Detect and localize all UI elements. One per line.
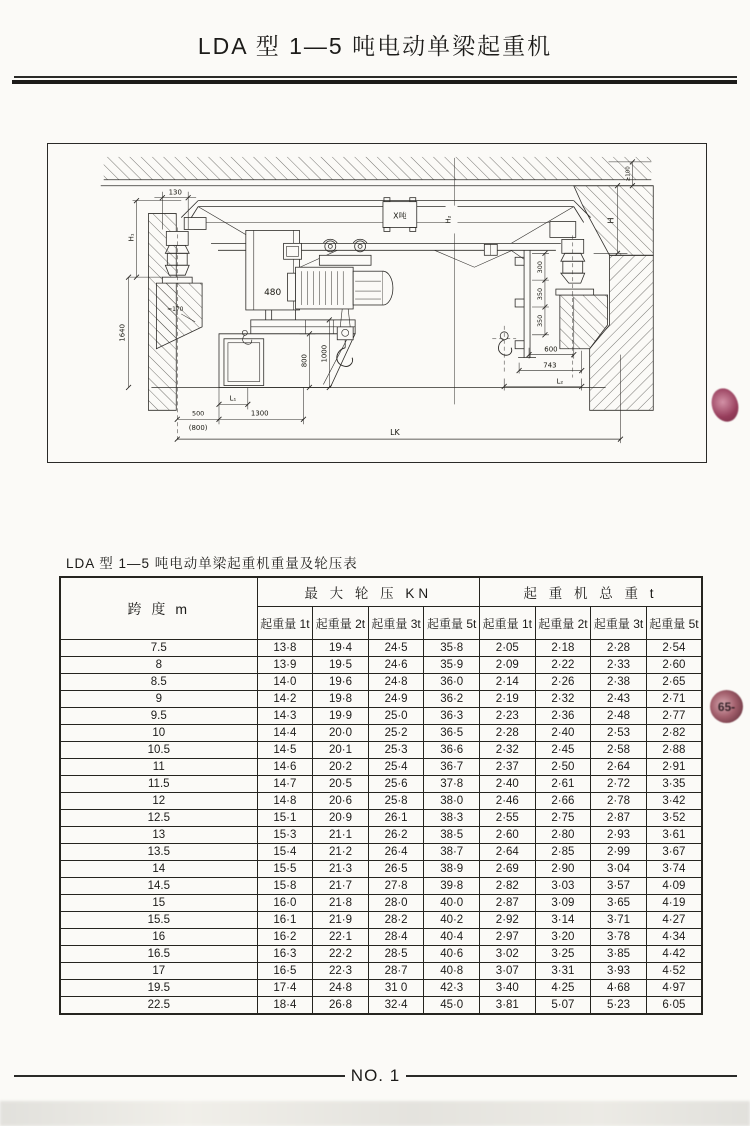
- value-cell: 38·0: [424, 793, 480, 810]
- table-row: [60, 640, 702, 657]
- value-cell: 2·93: [591, 827, 647, 844]
- value-cell: 26·2: [368, 827, 424, 844]
- right-runway-rail: [556, 289, 594, 295]
- col-subheader: 起重量 3t: [591, 607, 647, 640]
- value-cell: 21·7: [313, 878, 369, 895]
- value-cell: 3·03: [535, 878, 591, 895]
- span-cell: 8.5: [60, 674, 257, 691]
- value-cell: 3·57: [591, 878, 647, 895]
- value-cell: 4·68: [591, 980, 647, 997]
- value-cell: 39·8: [424, 878, 480, 895]
- dim-1640-label: 1640: [118, 323, 127, 342]
- value-cell: 3·85: [591, 946, 647, 963]
- value-cell: 2·75: [535, 810, 591, 827]
- value-cell: 45·0: [424, 997, 480, 1015]
- value-cell: 5·23: [591, 997, 647, 1015]
- value-cell: 31 0: [368, 980, 424, 997]
- value-cell: 40·4: [424, 929, 480, 946]
- value-cell: 2·54: [646, 640, 702, 657]
- value-cell: 28·2: [368, 912, 424, 929]
- value-cell: 40·6: [424, 946, 480, 963]
- value-cell: 2·61: [535, 776, 591, 793]
- value-cell: 21·1: [313, 827, 369, 844]
- table-row: [60, 657, 702, 674]
- value-cell: 35·8: [424, 640, 480, 657]
- value-cell: 2·46: [480, 793, 536, 810]
- value-cell: 2·05: [480, 640, 536, 657]
- value-cell: 2·55: [480, 810, 536, 827]
- value-cell: 26·4: [368, 844, 424, 861]
- value-cell: 2·60: [646, 657, 702, 674]
- span-cell: 22.5: [60, 997, 257, 1015]
- value-cell: 3·14: [535, 912, 591, 929]
- dim-350b-label: 350: [535, 314, 544, 328]
- value-cell: 4·42: [646, 946, 702, 963]
- value-cell: 2·58: [591, 742, 647, 759]
- value-cell: 32·4: [368, 997, 424, 1015]
- dim-1300-label: 1300: [250, 409, 269, 418]
- table-row: [60, 997, 702, 1015]
- value-cell: 3·71: [591, 912, 647, 929]
- table-container: [59, 576, 703, 1015]
- value-cell: 14·3: [257, 708, 313, 725]
- table-row: [60, 759, 702, 776]
- title-rule-thick: [12, 80, 737, 84]
- value-cell: 28·7: [368, 963, 424, 980]
- value-cell: 2·22: [535, 657, 591, 674]
- value-cell: 16·3: [257, 946, 313, 963]
- value-cell: 28·0: [368, 895, 424, 912]
- span-cell: 8: [60, 657, 257, 674]
- capacity-plate-label: X吨: [393, 211, 407, 221]
- value-cell: 3·20: [535, 929, 591, 946]
- value-cell: 14·4: [257, 725, 313, 742]
- page-footer: [14, 1066, 737, 1086]
- table-row: [60, 912, 702, 929]
- value-cell: 42·3: [424, 980, 480, 997]
- value-cell: 28·4: [368, 929, 424, 946]
- dim-743-label: 743: [543, 361, 557, 370]
- value-cell: 2·38: [591, 674, 647, 691]
- value-cell: 38·5: [424, 827, 480, 844]
- weight-wheel-pressure-table: [59, 576, 703, 1015]
- value-cell: 2·66: [535, 793, 591, 810]
- value-cell: 3·02: [480, 946, 536, 963]
- value-cell: 2·85: [535, 844, 591, 861]
- value-cell: 35·9: [424, 657, 480, 674]
- table-body: [60, 640, 702, 1015]
- value-cell: 2·71: [646, 691, 702, 708]
- value-cell: 25·0: [368, 708, 424, 725]
- value-cell: 21·9: [313, 912, 369, 929]
- value-cell: 16·1: [257, 912, 313, 929]
- span-cell: 9: [60, 691, 257, 708]
- value-cell: 22·2: [313, 946, 369, 963]
- col-subheader: 起重量 1t: [480, 607, 536, 640]
- value-cell: 2·36: [535, 708, 591, 725]
- table-row: [60, 861, 702, 878]
- value-cell: 2·40: [535, 725, 591, 742]
- value-cell: 20·2: [313, 759, 369, 776]
- span-cell: 12: [60, 793, 257, 810]
- table-row: [60, 963, 702, 980]
- value-cell: 19·9: [313, 708, 369, 725]
- value-cell: 15·4: [257, 844, 313, 861]
- value-cell: 38·9: [424, 861, 480, 878]
- value-cell: 2·91: [646, 759, 702, 776]
- dim-1000v-label: 1000: [320, 344, 329, 363]
- value-cell: 4·34: [646, 929, 702, 946]
- value-cell: 36·7: [424, 759, 480, 776]
- value-cell: 25·6: [368, 776, 424, 793]
- title-rule-thin: [14, 76, 737, 78]
- dim-800p-label: (800): [188, 424, 208, 433]
- value-cell: 16·0: [257, 895, 313, 912]
- col-subheader: 起重量 5t: [424, 607, 480, 640]
- busbar-column: [484, 244, 536, 357]
- value-cell: 17·4: [257, 980, 313, 997]
- value-cell: 3·42: [646, 793, 702, 810]
- value-cell: 2·48: [591, 708, 647, 725]
- value-cell: 3·81: [480, 997, 536, 1015]
- value-cell: 26·8: [313, 997, 369, 1015]
- value-cell: 4·97: [646, 980, 702, 997]
- value-cell: 3·07: [480, 963, 536, 980]
- value-cell: 26·5: [368, 861, 424, 878]
- col-subheader: 起重量 5t: [646, 607, 702, 640]
- col-group-max-wheel-pressure: 最 大 轮 压 KN: [257, 577, 479, 607]
- span-cell: 13: [60, 827, 257, 844]
- crane-elevation-drawing: [48, 144, 706, 462]
- scan-edge-shadow: [0, 1101, 750, 1126]
- dim-600-label: 600: [544, 345, 558, 354]
- value-cell: 36·0: [424, 674, 480, 691]
- col-subheader: 起重量 2t: [535, 607, 591, 640]
- value-cell: 3·74: [646, 861, 702, 878]
- value-cell: 36·5: [424, 725, 480, 742]
- side-page-marker: 65-: [717, 699, 736, 714]
- page-number: NO. 1: [350, 1066, 401, 1085]
- table-row: [60, 827, 702, 844]
- value-cell: 2·82: [480, 878, 536, 895]
- table-row: [60, 674, 702, 691]
- value-cell: 36·3: [424, 708, 480, 725]
- value-cell: 6·05: [646, 997, 702, 1015]
- value-cell: 2·97: [480, 929, 536, 946]
- footer-rule-right: [406, 1075, 737, 1077]
- value-cell: 25·4: [368, 759, 424, 776]
- span-cell: 14: [60, 861, 257, 878]
- table-row: [60, 742, 702, 759]
- value-cell: 2·33: [591, 657, 647, 674]
- value-cell: 18·4: [257, 997, 313, 1015]
- value-cell: 25·8: [368, 793, 424, 810]
- value-cell: 24·8: [368, 674, 424, 691]
- table-row: [60, 793, 702, 810]
- value-cell: 25·3: [368, 742, 424, 759]
- table-row: [60, 691, 702, 708]
- value-cell: 4·25: [535, 980, 591, 997]
- value-cell: 26·1: [368, 810, 424, 827]
- value-cell: 3·04: [591, 861, 647, 878]
- value-cell: 2·32: [480, 742, 536, 759]
- value-cell: 20·1: [313, 742, 369, 759]
- dim-480-label: 480: [264, 288, 282, 299]
- dim-l1-label: L₁: [229, 394, 237, 403]
- value-cell: 13·9: [257, 657, 313, 674]
- value-cell: 24·5: [368, 640, 424, 657]
- value-cell: 3·65: [591, 895, 647, 912]
- value-cell: 19·4: [313, 640, 369, 657]
- value-cell: 3·09: [535, 895, 591, 912]
- span-cell: 11: [60, 759, 257, 776]
- dim-170-label: ≈170: [167, 305, 184, 313]
- span-cell: 16: [60, 929, 257, 946]
- value-cell: 2·64: [480, 844, 536, 861]
- value-cell: 14·6: [257, 759, 313, 776]
- span-cell: 10.5: [60, 742, 257, 759]
- value-cell: 15·3: [257, 827, 313, 844]
- col-header-span: 跨 度 m: [60, 577, 257, 640]
- value-cell: 24·9: [368, 691, 424, 708]
- span-cell: 11.5: [60, 776, 257, 793]
- dim-300-label: 300: [535, 261, 544, 274]
- value-cell: 14·7: [257, 776, 313, 793]
- col-subheader: 起重量 1t: [257, 607, 313, 640]
- value-cell: 14·0: [257, 674, 313, 691]
- value-cell: 40·8: [424, 963, 480, 980]
- value-cell: 22·3: [313, 963, 369, 980]
- table-row: [60, 980, 702, 997]
- value-cell: 24·6: [368, 657, 424, 674]
- value-cell: 2·77: [646, 708, 702, 725]
- value-cell: 3·25: [535, 946, 591, 963]
- value-cell: 3·93: [591, 963, 647, 980]
- value-cell: 21·2: [313, 844, 369, 861]
- value-cell: 20·6: [313, 793, 369, 810]
- table-row: [60, 895, 702, 912]
- value-cell: 2·53: [591, 725, 647, 742]
- table-row: [60, 810, 702, 827]
- value-cell: 5·07: [535, 997, 591, 1015]
- value-cell: 19·6: [313, 674, 369, 691]
- dim-130-label: 130: [168, 188, 182, 197]
- dim-h2-label: H₂: [444, 215, 453, 224]
- value-cell: 37·8: [424, 776, 480, 793]
- span-cell: 15.5: [60, 912, 257, 929]
- value-cell: 3·35: [646, 776, 702, 793]
- value-cell: 2·14: [480, 674, 536, 691]
- value-cell: 2·37: [480, 759, 536, 776]
- col-subheader: 起重量 3t: [368, 607, 424, 640]
- value-cell: 2·50: [535, 759, 591, 776]
- value-cell: 22·1: [313, 929, 369, 946]
- value-cell: 2·18: [535, 640, 591, 657]
- col-subheader: 起重量 2t: [313, 607, 369, 640]
- value-cell: 16·5: [257, 963, 313, 980]
- value-cell: 40·2: [424, 912, 480, 929]
- value-cell: 4·19: [646, 895, 702, 912]
- value-cell: 2·64: [591, 759, 647, 776]
- footer-rule-left: [14, 1075, 345, 1077]
- value-cell: 3·52: [646, 810, 702, 827]
- span-cell: 12.5: [60, 810, 257, 827]
- value-cell: 3·40: [480, 980, 536, 997]
- value-cell: 2·19: [480, 691, 536, 708]
- value-cell: 2·43: [591, 691, 647, 708]
- value-cell: 2·78: [591, 793, 647, 810]
- value-cell: 2·26: [535, 674, 591, 691]
- span-cell: 17: [60, 963, 257, 980]
- span-cell: 16.5: [60, 946, 257, 963]
- value-cell: 21·3: [313, 861, 369, 878]
- value-cell: 2·99: [591, 844, 647, 861]
- value-cell: 14·2: [257, 691, 313, 708]
- value-cell: 4·09: [646, 878, 702, 895]
- value-cell: 20·5: [313, 776, 369, 793]
- dim-h1-label: H₁: [127, 233, 136, 242]
- span-cell: 7.5: [60, 640, 257, 657]
- group-header-row: [60, 577, 702, 607]
- value-cell: 14·5: [257, 742, 313, 759]
- span-cell: 19.5: [60, 980, 257, 997]
- value-cell: 19·8: [313, 691, 369, 708]
- table-row: [60, 929, 702, 946]
- table-row: [60, 776, 702, 793]
- value-cell: 2·82: [646, 725, 702, 742]
- value-cell: 4·52: [646, 963, 702, 980]
- value-cell: 2·90: [535, 861, 591, 878]
- value-cell: 3·67: [646, 844, 702, 861]
- dim-l2-label: L₂: [556, 377, 564, 386]
- span-cell: 9.5: [60, 708, 257, 725]
- value-cell: 2·32: [535, 691, 591, 708]
- value-cell: 2·92: [480, 912, 536, 929]
- scan-hole-marker: [710, 690, 743, 723]
- value-cell: 2·87: [480, 895, 536, 912]
- table-caption: LDA 型 1—5 吨电动单梁起重机重量及轮压表: [66, 556, 358, 571]
- value-cell: 16·2: [257, 929, 313, 946]
- table-row: [60, 725, 702, 742]
- value-cell: 15·5: [257, 861, 313, 878]
- value-cell: 2·80: [535, 827, 591, 844]
- value-cell: 2·09: [480, 657, 536, 674]
- table-row: [60, 708, 702, 725]
- value-cell: 20·9: [313, 810, 369, 827]
- table-row: [60, 946, 702, 963]
- value-cell: 2·87: [591, 810, 647, 827]
- value-cell: 24·8: [313, 980, 369, 997]
- dim-800v-label: 800: [300, 354, 309, 368]
- span-cell: 13.5: [60, 844, 257, 861]
- span-cell: 14.5: [60, 878, 257, 895]
- value-cell: 2·40: [480, 776, 536, 793]
- value-cell: 2·72: [591, 776, 647, 793]
- value-cell: 3·78: [591, 929, 647, 946]
- value-cell: 36·6: [424, 742, 480, 759]
- value-cell: 21·8: [313, 895, 369, 912]
- value-cell: 13·8: [257, 640, 313, 657]
- value-cell: 2·45: [535, 742, 591, 759]
- dim-500-label: 500: [191, 409, 205, 418]
- crane-drawing-frame: [47, 143, 707, 463]
- col-group-crane-total-weight: 起 重 机 总 重 t: [480, 577, 702, 607]
- span-cell: 15: [60, 895, 257, 912]
- table-row: [60, 844, 702, 861]
- table-row: [60, 878, 702, 895]
- hook-detail-sketch: [492, 326, 516, 375]
- value-cell: 2·88: [646, 742, 702, 759]
- value-cell: 4·27: [646, 912, 702, 929]
- dim-ge100-label: ≥100: [625, 166, 632, 182]
- value-cell: 20·0: [313, 725, 369, 742]
- value-cell: 3·61: [646, 827, 702, 844]
- value-cell: 36·2: [424, 691, 480, 708]
- value-cell: 27·8: [368, 878, 424, 895]
- value-cell: 38·7: [424, 844, 480, 861]
- value-cell: 2·28: [480, 725, 536, 742]
- value-cell: 14·8: [257, 793, 313, 810]
- value-cell: 40·0: [424, 895, 480, 912]
- value-cell: 2·23: [480, 708, 536, 725]
- value-cell: 25·2: [368, 725, 424, 742]
- value-cell: 2·60: [480, 827, 536, 844]
- value-cell: 28·5: [368, 946, 424, 963]
- value-cell: 15·1: [257, 810, 313, 827]
- value-cell: 15·8: [257, 878, 313, 895]
- value-cell: 19·5: [313, 657, 369, 674]
- value-cell: 2·28: [591, 640, 647, 657]
- value-cell: 3·31: [535, 963, 591, 980]
- page-title: LDA 型 1—5 吨电动单梁起重机: [197, 33, 553, 59]
- value-cell: 2·65: [646, 674, 702, 691]
- value-cell: 38·3: [424, 810, 480, 827]
- dim-h-label: H: [606, 217, 616, 224]
- value-cell: 2·69: [480, 861, 536, 878]
- scan-ink-blob: [707, 385, 742, 425]
- span-cell: 10: [60, 725, 257, 742]
- dim-lk-label: LK: [390, 428, 400, 438]
- ceiling-hatch: [101, 157, 654, 186]
- dim-350a-label: 350: [535, 287, 544, 301]
